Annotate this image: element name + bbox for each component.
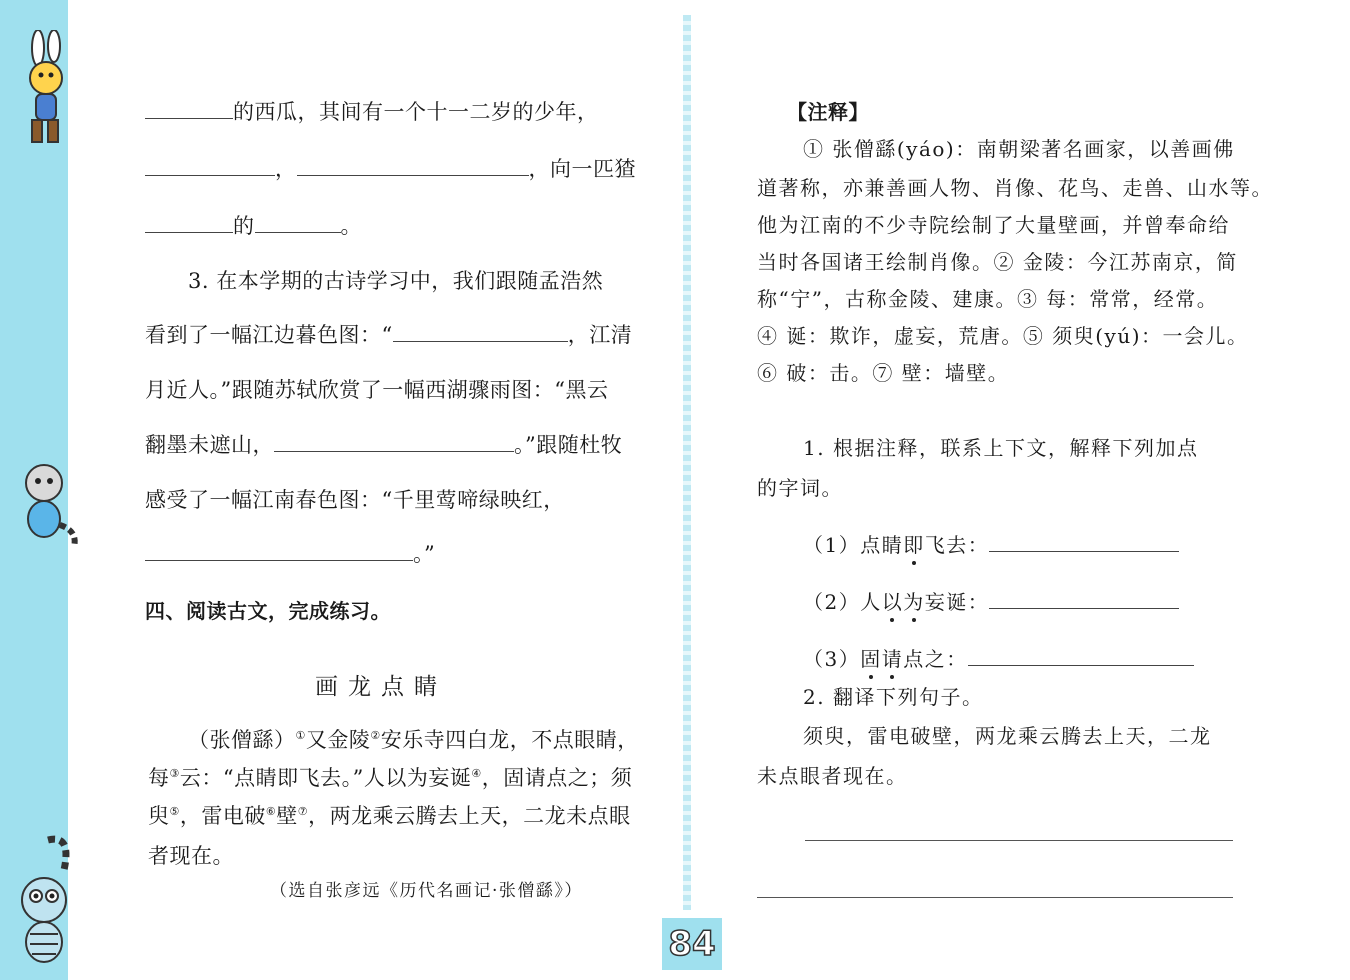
source-citation: （选自张彦远《历代名画记·张僧繇》） [270, 881, 583, 901]
answer-blank-3[interactable] [968, 647, 1194, 666]
blank-4[interactable] [145, 214, 233, 233]
page-number: 84 [662, 918, 722, 970]
translation-answer-line-1[interactable] [805, 840, 1233, 841]
rabbit-mascot-icon [8, 30, 80, 150]
translation-answer-line-2[interactable] [757, 897, 1233, 898]
translation-sentence-line-1: 须臾，雷电破壁，两龙乘云腾去上天，二龙 [803, 724, 1212, 748]
question-3-text: 3. 在本学期的古诗学习中，我们跟随孟浩然 [188, 269, 604, 293]
note-line-4: 当时各国诸王绘制肖像。② 金陵：今江苏南京，简 [757, 250, 1238, 274]
blank-8[interactable] [145, 542, 413, 561]
note-line-6: ④ 诞：欺诈，虚妄，荒唐。⑤ 须臾(yú)：一会儿。 [757, 324, 1249, 348]
classical-text-line-1: （张僧繇）①又金陵②安乐寺四白龙，不点眼睛， [188, 728, 639, 752]
note-line-7: ⑥ 破：击。⑦ 壁：墙壁。 [757, 361, 1010, 385]
blank-1[interactable] [145, 100, 233, 119]
question-3-line-4: 翻墨未遮山， 。”跟随杜牧 [145, 433, 623, 457]
fill-line-3: 的 。 [145, 210, 362, 240]
translation-sentence-line-2: 未点眼者现在。 [757, 764, 908, 788]
sub-question-1: （1）点睛即飞去： [803, 529, 1179, 558]
question-3-line-3: 月近人。”跟随苏轼欣赏了一幅西湖骤雨图：“黑云 [145, 378, 609, 402]
sub-question-3: （3）固请点之： [803, 643, 1194, 672]
notes-heading: 【注释】 [787, 100, 869, 124]
note-line-3: 他为江南的不少寺院绘制了大量壁画，并曾奉命给 [757, 213, 1230, 237]
poem-title: 画龙点睛 [315, 674, 447, 700]
answer-blank-2[interactable] [989, 590, 1179, 609]
note-line-1: ① 张僧繇(yáo)：南朝梁著名画家，以善画佛 [803, 137, 1235, 161]
cat-mascot-icon [8, 455, 84, 555]
blank-6[interactable] [393, 323, 568, 342]
question-3-line-5: 感受了一幅江南春色图：“千里莺啼绿映红， [145, 488, 565, 512]
fill-line-2: ， ，向一匹猹 [145, 153, 636, 183]
question-3-line-6: 。” [145, 538, 435, 568]
fill-line-1: 的西瓜，其间有一个十一二岁的少年， [145, 96, 599, 126]
classical-text-line-3: 臾⑤，雷电破⑥壁⑦，两龙乘云腾去上天，二龙未点眼 [148, 804, 631, 828]
classical-text-line-4: 者现在。 [148, 844, 234, 868]
note-line-2: 道著称，亦兼善画人物、肖像、花鸟、走兽、山水等。 [757, 176, 1273, 200]
book-spine-divider [683, 15, 691, 910]
question-1-text-cont: 的字词。 [757, 476, 843, 500]
note-line-5: 称“宁”，古称金陵、建康。③ 每：常常，经常。 [757, 287, 1219, 311]
section-heading: 四、阅读古文，完成练习。 [145, 599, 391, 623]
classical-text-line-2: 每③云：“点睛即飞去。”人以为妄诞④，固请点之；须 [148, 766, 633, 790]
question-2-text: 2. 翻译下列句子。 [803, 685, 984, 709]
answer-blank-1[interactable] [989, 533, 1179, 552]
question-3-line-2: 看到了一幅江边暮色图：“ ，江清 [145, 323, 633, 347]
question-1-text: 1. 根据注释，联系上下文，解释下列加点 [803, 436, 1199, 460]
blank-5[interactable] [255, 214, 341, 233]
sub-question-2: （2）人以为妄诞： [803, 586, 1179, 615]
blank-3[interactable] [297, 157, 529, 176]
tiger-mascot-icon [8, 830, 80, 970]
blank-7[interactable] [274, 433, 514, 452]
blank-2[interactable] [145, 157, 275, 176]
